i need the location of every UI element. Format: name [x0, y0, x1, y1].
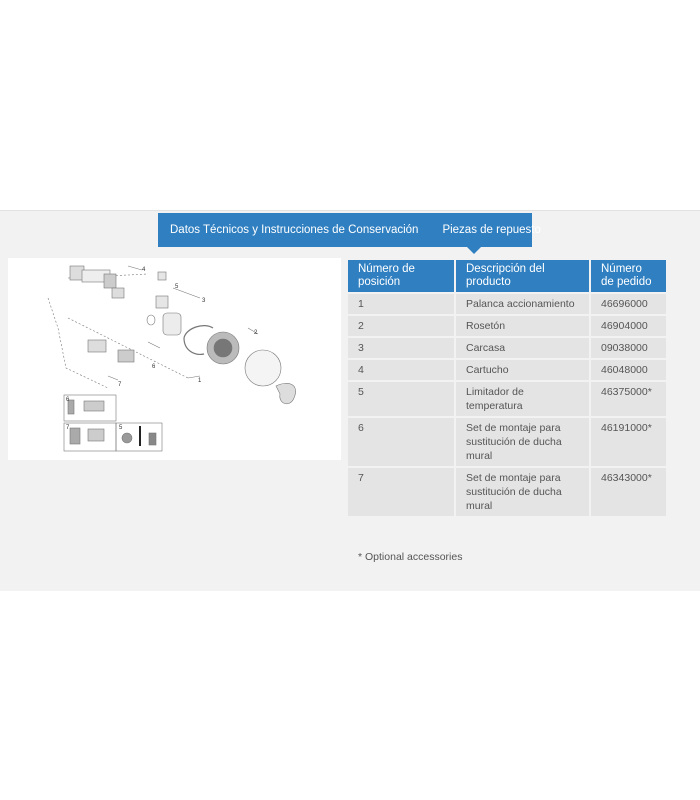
- row-order-number: 46048000: [591, 360, 668, 380]
- row-position: 6: [348, 418, 456, 466]
- row-description: Carcasa: [456, 338, 591, 358]
- callout-6: 6: [152, 364, 156, 370]
- active-tab-pointer: [467, 247, 481, 254]
- row-position: 5: [348, 382, 456, 416]
- row-description: Cartucho: [456, 360, 591, 380]
- row-description: Palanca accionamiento: [456, 294, 591, 314]
- row-description: Limitador de temperatura: [456, 382, 591, 416]
- callout-7: 7: [118, 382, 122, 388]
- table-row: [348, 316, 668, 336]
- optional-accessories-note: * Optional accessories: [358, 551, 463, 563]
- callout-1: 1: [198, 378, 202, 384]
- row-order-number: 46696000: [591, 294, 668, 314]
- row-description: Set de montaje para sustitución de ducha mural: [456, 418, 591, 466]
- callout-4: 4: [142, 267, 146, 273]
- row-order-number: 46343000*: [591, 468, 668, 516]
- row-position: 4: [348, 360, 456, 380]
- table-row: [348, 294, 668, 314]
- row-position: 7: [348, 468, 456, 516]
- row-order-number: 46904000: [591, 316, 668, 336]
- table-row: [348, 382, 668, 416]
- row-position: 2: [348, 316, 456, 336]
- inset-label-7: 7: [66, 425, 70, 431]
- tab-spare-parts[interactable]: Piezas de repuesto: [442, 224, 541, 236]
- header-order-number: Número de pedido: [591, 260, 668, 292]
- tab-bar: [158, 213, 541, 247]
- row-description: Set de montaje para sustitución de ducha mural: [456, 468, 591, 516]
- row-order-number: 46375000*: [591, 382, 668, 416]
- row-position: 1: [348, 294, 456, 314]
- header-position: Número de posición: [348, 260, 456, 292]
- inset-label-5: 5: [119, 425, 123, 431]
- row-position: 3: [348, 338, 456, 358]
- exploded-view-drawing: [8, 258, 341, 460]
- table-row: [348, 468, 668, 516]
- table-header-row: [348, 260, 668, 292]
- table-row: [348, 338, 668, 358]
- tab-technical-data[interactable]: Datos Técnicos y Instrucciones de Conservación: [170, 224, 419, 236]
- callout-2: 2: [254, 330, 258, 336]
- row-description: Rosetón: [456, 316, 591, 336]
- callout-5: 5: [175, 284, 179, 290]
- row-order-number: 46191000*: [591, 418, 668, 466]
- table-row: [348, 418, 668, 466]
- spare-parts-table: [348, 258, 668, 518]
- callout-3: 3: [202, 298, 206, 304]
- table-row: [348, 360, 668, 380]
- exploded-view-diagram: [8, 258, 341, 460]
- row-order-number: 09038000: [591, 338, 668, 358]
- inset-label-6: 6: [66, 397, 70, 403]
- header-description: Descripción del producto: [456, 260, 591, 292]
